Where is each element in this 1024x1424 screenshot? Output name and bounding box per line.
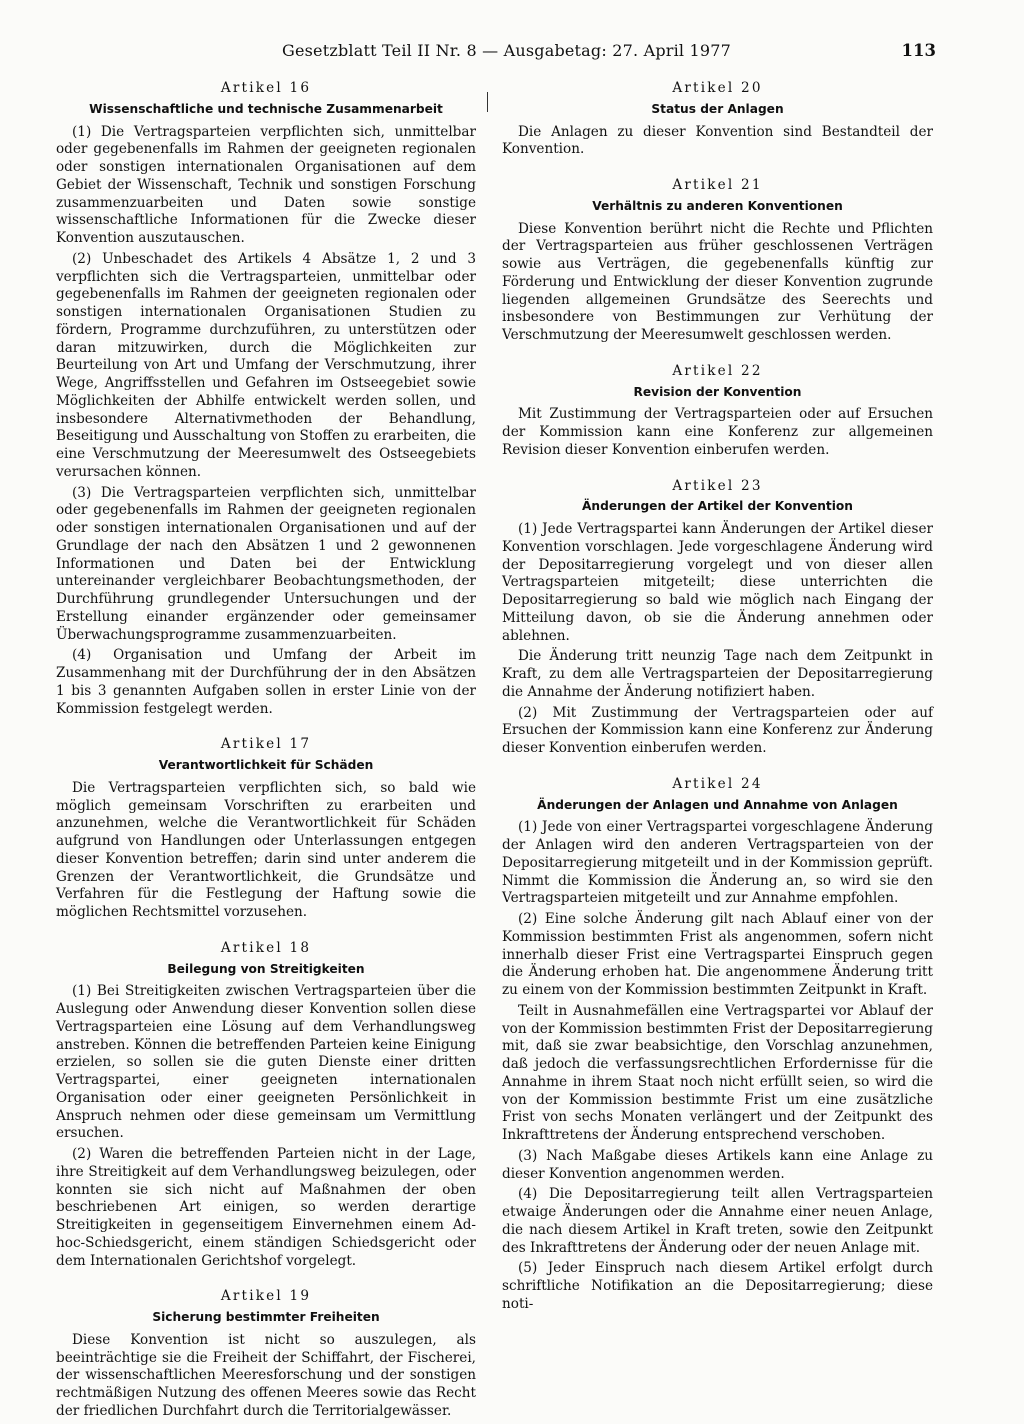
article	[56, 1288, 476, 1420]
article-title: Verantwortlichkeit für Schäden	[158, 758, 374, 772]
article-paragraph: (1) Jede Vertragspartei kann Änderungen der Artikel dieser Konvention vorschlagen. Jede vorgeschlagene Änderung wird der Depositarregierung vorgelegt und von dieser allen Vertragsparteien mitgeteilt; diese unterrichten die Depositarregierung so bald wie möglich nach Eingang der Mitteilung davon, ob sie die Änderung annehmen oder ablehnen.	[502, 521, 933, 644]
article-paragraph: (1) Die Vertragsparteien verpflichten sich, unmittelbar oder gegebenenfalls im Rahmen der geeigneten regionalen oder sonstigen internationalen Organisationen auf dem Gebiet der Wissenschaft, Technik und sonstigen Forschung zusammenzuarbeiten und Daten sowie sonstige wissenschaftliche Informationen für die Zwecke dieser Konvention auszutauschen.	[56, 123, 476, 246]
article-paragraph: Die Anlagen zu dieser Konvention sind Bestandteil der Konvention.	[502, 123, 933, 158]
article-paragraph: Mit Zustimmung der Vertragsparteien oder auf Ersuchen der Kommission kann eine Konferenz zur allgemeinen Revision dieser Konvention einberufen werden.	[502, 406, 933, 458]
article-paragraph: (5) Jeder Einspruch nach diesem Artikel erfolgt durch schriftliche Notifikation an die Depositarregierung; diese noti-	[502, 1260, 933, 1312]
article-heading: Artikel 16	[220, 80, 312, 96]
page-header	[236, 40, 936, 66]
article-heading: Artikel 17	[220, 736, 312, 753]
article-paragraph: Die Änderung tritt neunzig Tage nach dem Zeitpunkt in Kraft, zu dem alle Vertragsparteien der Depositarregierung die Annahme der Änderung notifiziert haben.	[502, 648, 933, 700]
article-paragraph: (2) Mit Zustimmung der Vertragsparteien oder auf Ersuchen der Kommission kann eine Konferenz zur Änderung dieser Konvention einberufen werden.	[502, 704, 933, 756]
article-title: Verhältnis zu anderen Konventionen	[592, 198, 843, 213]
article-paragraph: Teilt in Ausnahmefällen eine Vertragspartei vor Ablauf der von der Kommission bestimmten Frist der Depositarregierung mit, daß sie zwar beabsichtige, den Vorschlag anzunehmen, daß jedoch die verfassungsrechtlichen Erfordernisse für die Annahme in ihrem Staat noch nicht erfüllt seien, so wird die von der Kommission bestimmte Frist um eine zusätzliche Frist von sechs Monaten verlängert und der Zeitpunkt des Inkrafttretens der Änderung entsprechend verschoben.	[502, 1002, 933, 1143]
article-paragraph: (4) Die Depositarregierung teilt allen Vertragsparteien etwaige Änderungen oder die Annahme einer neuen Anlage, die nach diesem Artikel in Kraft treten, sowie den Zeitpunkt des Inkrafttretens der Änderung oder der neuen Anlage mit.	[502, 1186, 933, 1256]
article-title: Sicherung bestimmter Freiheiten	[152, 1310, 380, 1324]
article	[502, 776, 933, 1314]
article	[502, 363, 933, 460]
column-mark	[487, 92, 488, 112]
left-column	[56, 76, 476, 1424]
article-title: Beilegung von Streitigkeiten	[167, 961, 365, 976]
article-paragraph: (3) Nach Maßgabe dieses Artikels kann eine Anlage zu dieser Konvention angenommen werden.	[502, 1147, 933, 1182]
article-heading: Artikel 22	[672, 362, 763, 379]
article	[502, 478, 933, 758]
article	[56, 80, 476, 718]
article-title: Status der Anlagen	[651, 101, 784, 116]
article-paragraph: (3) Die Vertragsparteien verpflichten sich, unmittelbar oder gegebenenfalls im Rahmen der geeigneten regionalen oder sonstigen internationalen Organisationen und auf der Grundlage der nach den Absätzen 1 und 2 gewonnenen Informationen und Daten bei der Entwicklung untereinander vergleichbarer Beobachtungsmethoden, der Durchführung grundlegender Untersuchungen und der Erstellung einander ergänzender oder gemeinsamer Überwachungsprogramme zusammenzuarbeiten.	[56, 484, 476, 643]
article-title: Änderungen der Anlagen und Annahme von Anlagen	[537, 797, 898, 812]
article	[56, 736, 476, 922]
article-heading: Artikel 24	[672, 775, 763, 792]
article-paragraph: Diese Konvention ist nicht so auszulegen, als beeinträchtige sie die Freiheit der Schiffahrt, der Fischerei, der wissenschaftlichen Meeresforschung und der sonstigen rechtmäßigen Nutzung des offenen Meeres sowie das Recht der friedlichen Durchfahrt durch die Territorialgewässer.	[56, 1331, 476, 1419]
article-paragraph: (2) Waren die betreffenden Parteien nicht in der Lage, ihre Streitigkeit auf dem Verhandlungsweg beizulegen, oder konnten sie sich nicht auf Maßnahmen der oben beschriebenen Art einigen, so werden derartige Streitigkeiten in gegenseitigem Einvernehmen einem Ad-hoc-Schiedsgericht, einem ständigen Schiedsgericht oder dem Internationalen Gerichtshof vorgelegt.	[56, 1146, 476, 1269]
article-paragraph: (1) Bei Streitigkeiten zwischen Vertragsparteien über die Auslegung oder Anwendung dieser Konvention sollen diese Vertragsparteien eine Lösung auf dem Verhandlungsweg anstreben. Können die betreffenden Parteien keine Einigung erzielen, so sollen sie die guten Dienste einer dritten Vertragspartei, einer geeigneten internationalen Organisation oder einer geeigneten Persönlichkeit in Anspruch nehmen oder diese gemeinsam um Vermittlung ersuchen.	[56, 983, 476, 1142]
page-number: 113	[901, 41, 936, 60]
article	[502, 80, 933, 159]
article-title: Änderungen der Artikel der Konvention	[582, 499, 853, 514]
article-heading: Artikel 19	[220, 1288, 312, 1305]
article-heading: Artikel 23	[672, 477, 763, 494]
article-paragraph: Diese Konvention berührt nicht die Rechte und Pflichten der Vertragsparteien aus früher geschlossenen Verträgen sowie aus Verträgen, die gegebenenfalls künftig zur Förderung und Entwicklung der dieser Konvention zugrunde liegenden allgemeinen Grundsätze des Seerechts und insbesondere von Bestimmungen zur Verhütung der Verschmutzung der Meeresumwelt geschlossen werden.	[502, 220, 933, 343]
article-heading: Artikel 21	[672, 177, 763, 193]
running-title: Gesetzblatt Teil II Nr. 8 — Ausgabetag: 27. April 1977	[282, 41, 732, 60]
article-paragraph: (1) Jede von einer Vertragspartei vorgeschlagene Änderung der Anlagen wird den anderen Vertragsparteien von der Depositarregierung mitgeteilt und in der Kommission geprüft. Nimmt die Kommission die Änderung an, so wird sie den Vertragsparteien mitgeteilt und zur Annahme empfohlen.	[502, 819, 933, 907]
article-paragraph: Die Vertragsparteien verpflichten sich, so bald wie möglich gemeinsam Vorschriften zu erarbeiten und anzunehmen, welche die Verantwortlichkeit für Schäden aufgrund von Handlungen oder Unterlassungen entgegen dieser Konvention betreffen; darin sind unter anderem die Grenzen der Verantwortlichkeit, die Grundsätze und Verfahren für die Festlegung der Haftung sowie die möglichen Rechtsmittel vorzusehen.	[56, 779, 476, 920]
article-paragraph: (2) Eine solche Änderung gilt nach Ablauf einer von der Kommission bestimmten Frist als angenommen, sofern nicht innerhalb dieser Frist eine Vertragspartei Einspruch gegen die Änderung erhoben hat. Die angenommene Änderung tritt zu einem von der Kommission bestimmten Zeitpunkt in Kraft.	[502, 911, 933, 998]
article-paragraph: (2) Unbeschadet des Artikels 4 Absätze 1, 2 und 3 verpflichten sich die Vertragsparteien, unmittelbar oder gegebenenfalls im Rahmen der geeigneten regionalen oder sonstigen internationalen Organisationen Studien zu fördern, Programme durchzuführen, zu unterstützen oder daran mitzuwirken, durch die Möglichkeiten zur Beurteilung von Art und Umfang der Verschmutzung, ihrer Wege, Angriffsstellen und Gefahren im Ostseegebiet sowie Möglichkeiten der Abhilfe entwickelt werden sollen, und insbesondere Alternativmethoden der Behandlung, Beseitigung und Ausschaltung von Stoffen zu erarbeiten, die eine Verschmutzung der Meeresumwelt des Ostseegebiets verursachen können.	[56, 250, 476, 480]
article-title: Revision der Konvention	[633, 384, 802, 399]
article-heading: Artikel 20	[672, 80, 763, 96]
article	[502, 177, 933, 345]
article-title: Wissenschaftliche und technische Zusammenarbeit	[89, 101, 443, 116]
article	[56, 940, 476, 1271]
article-heading: Artikel 18	[220, 939, 312, 956]
right-column	[502, 76, 933, 1317]
article-paragraph: (4) Organisation und Umfang der Arbeit im Zusammenhang mit der Durchführung der in den Absätzen 1 bis 3 genannten Aufgaben sollen in erster Linie von der Kommission festgelegt werden.	[56, 647, 476, 717]
